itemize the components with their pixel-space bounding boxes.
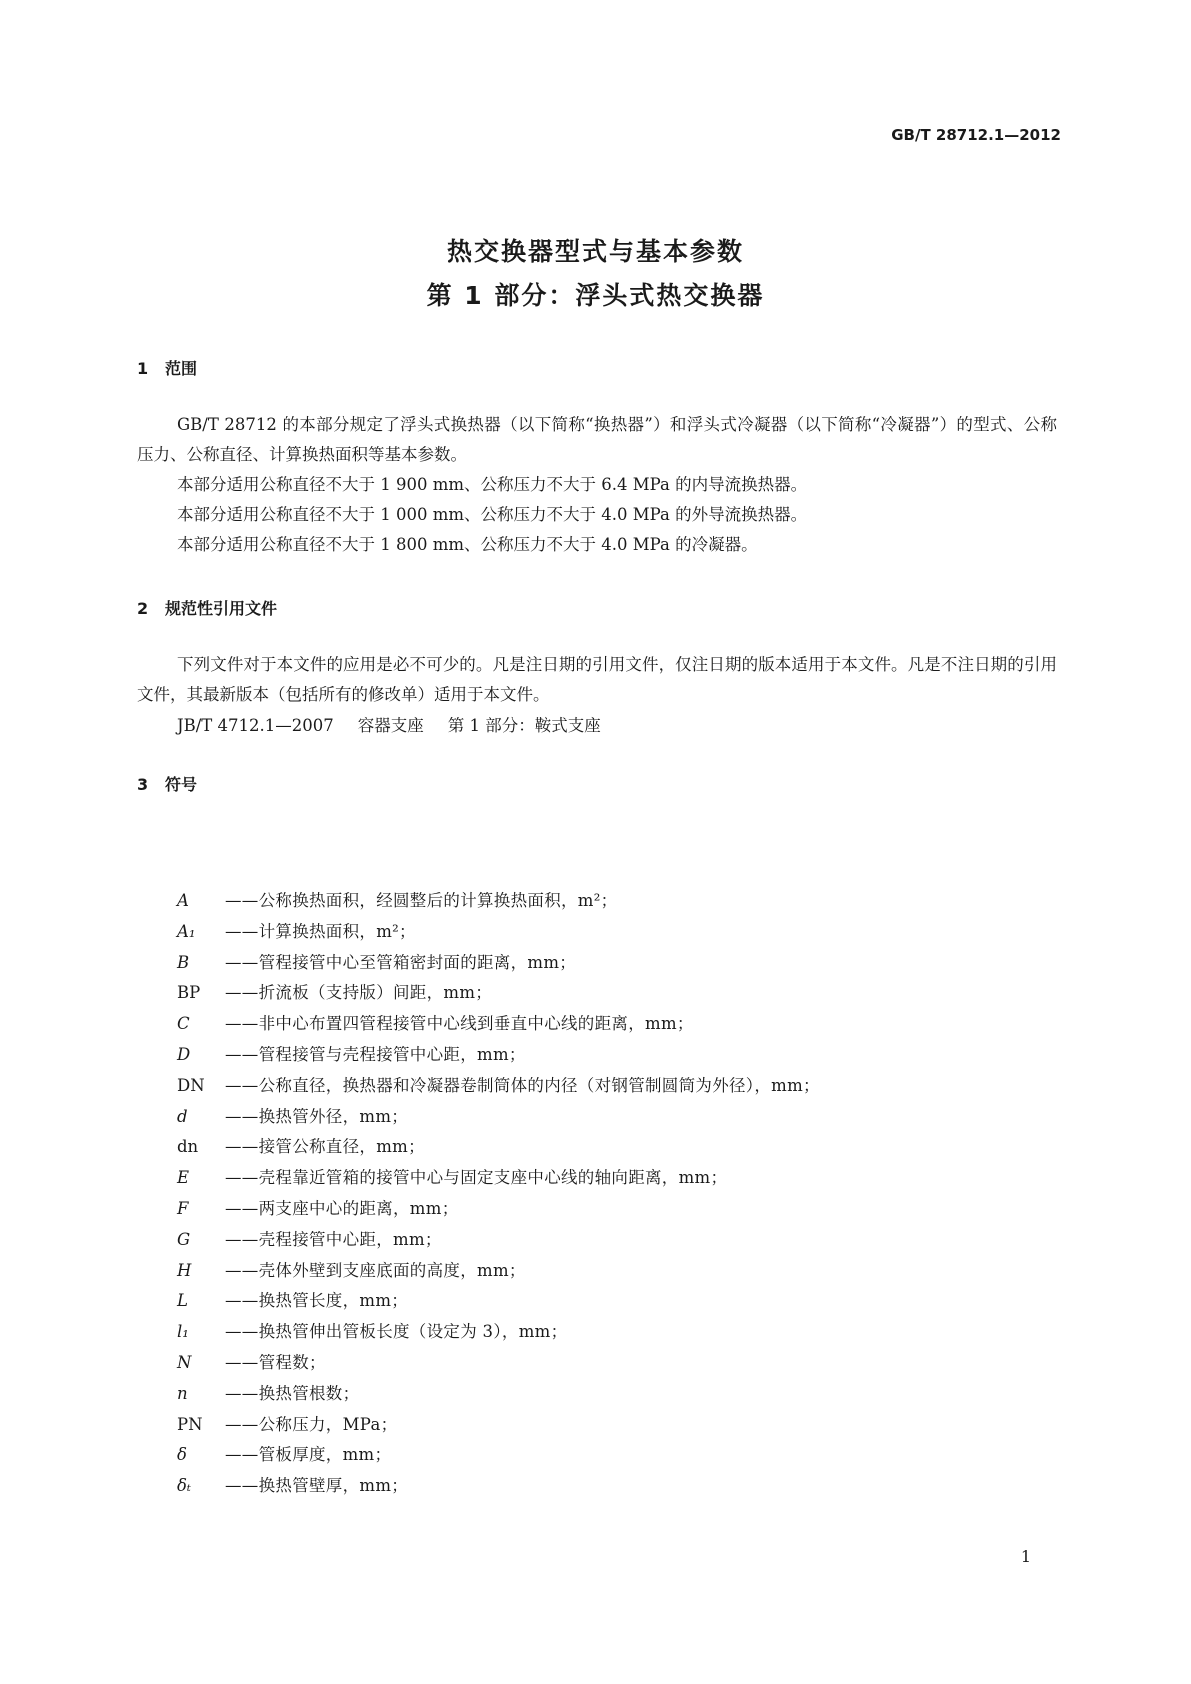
symbol-row (177, 1471, 820, 1502)
symbol-row (177, 1379, 820, 1410)
reference-code: JB/T 4712.1—2007 (177, 716, 334, 735)
section-number: 1 (137, 359, 149, 378)
symbol-description: ——折流板（支持版）间距，mm； (225, 983, 493, 1003)
symbol-row (177, 1410, 820, 1441)
symbol-description: ——壳体外壁到支座底面的高度，mm； (225, 1260, 526, 1280)
section-number: 3 (137, 775, 149, 794)
section-1-paragraph-3: 本部分适用公称直径不大于 1 000 mm、公称压力不大于 4.0 MPa 的外导流换热器。 (177, 505, 808, 524)
symbol-description: ——换热管根数； (225, 1383, 360, 1403)
symbol: D (177, 1044, 191, 1064)
symbol-description: ——公称压力，MPa； (225, 1414, 398, 1434)
document-id: GB/T 28712.1—2012 (891, 126, 1061, 144)
symbol-row (177, 917, 820, 948)
symbol-description: ——公称直径，换热器和冷凝器卷制筒体的内径（对钢管制圆筒为外径），mm； (225, 1075, 820, 1095)
symbol-description: ——非中心布置四管程接管中心线到垂直中心线的距离，mm； (225, 1014, 694, 1034)
symbol: A₁ (177, 921, 196, 941)
symbol-description: ——公称换热面积，经圆整后的计算换热面积，m²； (225, 891, 618, 910)
section-2-heading (137, 596, 277, 619)
symbol: B (177, 952, 190, 972)
symbol: DN (177, 1075, 205, 1095)
symbol: BP (177, 983, 201, 1003)
symbol: δ (177, 1445, 187, 1465)
symbol: H (177, 1260, 192, 1280)
symbol-description: ——管板厚度，mm； (225, 1445, 392, 1465)
symbol: l₁ (177, 1322, 189, 1342)
symbol: C (177, 1014, 190, 1034)
symbol: G (177, 1229, 191, 1249)
symbol: A (177, 891, 189, 910)
symbol-row (177, 1440, 820, 1471)
symbol-row (177, 1225, 820, 1256)
section-1-paragraph-2: 本部分适用公称直径不大于 1 900 mm、公称压力不大于 6.4 MPa 的内导流换热器。 (177, 475, 808, 494)
section-title: 规范性引用文件 (165, 599, 278, 618)
symbol: N (177, 1352, 192, 1372)
title-line-1: 热交换器型式与基本参数 (446, 237, 744, 266)
symbol-description: ——壳程接管中心距，mm； (225, 1229, 442, 1249)
section-1-paragraph-4: 本部分适用公称直径不大于 1 800 mm、公称压力不大于 4.0 MPa 的冷凝器。 (177, 535, 758, 554)
symbol-row (177, 1256, 820, 1287)
symbol: n (177, 1383, 188, 1403)
symbol-description: ——换热管壁厚，mm； (225, 1476, 409, 1496)
symbol: PN (177, 1414, 203, 1434)
symbol-description: ——壳程靠近管箱的接管中心与固定支座中心线的轴向距离，mm； (225, 1168, 728, 1188)
symbol-description: ——管程数； (225, 1352, 326, 1372)
symbol-row (177, 1040, 820, 1071)
symbol-row (177, 1071, 820, 1102)
symbol-row (177, 1163, 820, 1194)
symbol-row (177, 1317, 820, 1348)
section-number: 2 (137, 599, 149, 618)
normative-reference (177, 712, 625, 736)
symbol-row (177, 1194, 820, 1225)
section-title: 范围 (165, 359, 198, 378)
symbol-row (177, 1009, 820, 1040)
symbol-description: ——换热管伸出管板长度（设定为 3），mm； (225, 1322, 568, 1342)
symbol-row (177, 1286, 820, 1317)
symbol: E (177, 1168, 190, 1188)
section-title: 符号 (165, 775, 198, 794)
section-2-paragraph-1: 下列文件对于本文件的应用是必不可少的。凡是注日期的引用文件，仅注日期的版本适用于本文件。凡是不注日期的引用文件，其最新版本（包括所有的修改单）适用于本文件。 (137, 655, 1057, 704)
title-line-2: 第 1 部分：浮头式热交换器 (426, 281, 765, 310)
symbol-row (177, 1102, 820, 1133)
symbol-description: ——换热管长度，mm； (225, 1291, 409, 1311)
section-1-paragraph-1: GB/T 28712 的本部分规定了浮头式换热器（以下简称“换热器”）和浮头式冷凝器（以下简称“冷凝器”）的型式、公称压力、公称直径、计算换热面积等基本参数。 (137, 415, 1057, 464)
symbol-description: ——接管公称直径，mm； (225, 1137, 425, 1157)
symbol-description: ——两支座中心的距离，mm； (225, 1198, 459, 1218)
symbol-row (177, 886, 820, 917)
symbol: dn (177, 1137, 199, 1157)
symbol-row (177, 978, 820, 1009)
symbol: L (177, 1291, 188, 1311)
symbol-list (177, 886, 820, 1502)
reference-name: 容器支座 (357, 716, 424, 735)
reference-part: 第 1 部分：鞍式支座 (447, 716, 601, 735)
symbol-description: ——换热管外径，mm； (225, 1106, 409, 1126)
symbol-description: ——管程接管中心至管箱密封面的距离，mm； (225, 952, 577, 972)
section-1-heading (137, 356, 197, 379)
symbol: F (177, 1198, 189, 1218)
symbol: d (177, 1106, 188, 1126)
symbol-row (177, 1132, 820, 1163)
symbol-row (177, 1348, 820, 1379)
section-3-heading (137, 772, 197, 795)
symbol-description: ——管程接管与壳程接管中心距，mm； (225, 1044, 526, 1064)
symbol-description: ——计算换热面积，m²； (225, 921, 416, 941)
symbol: δₜ (177, 1476, 192, 1496)
page-number: 1 (1020, 1547, 1031, 1566)
symbol-row (177, 948, 820, 979)
